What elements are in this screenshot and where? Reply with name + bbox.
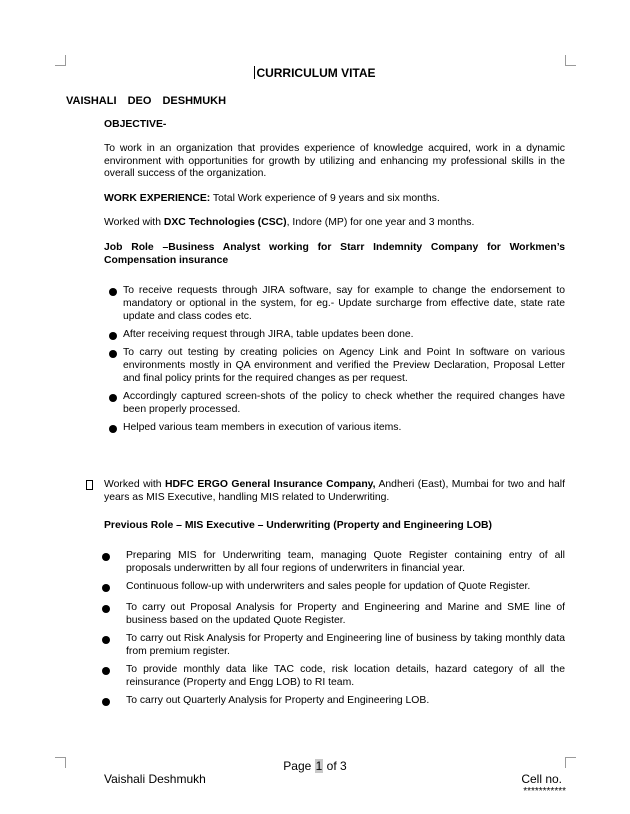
bullet-icon [109,350,117,358]
list-item-text: To carry out Proposal Analysis for Property and Engineering and Marine and SME line of business based on the updated Quote Register. [126,602,565,626]
bullet-icon [109,288,117,296]
work-experience-text: Total Work experience of 9 years and six months. [210,193,440,204]
job2-suffix: Andheri (East), Mumbai for two and half years as MIS Executive, handling MIS related to Underwriting. [104,479,565,503]
title-text: CURRICULUM VITAE [256,66,376,80]
bullet-icon [109,425,117,433]
footer-name: Vaishali Deshmukh [104,772,206,786]
list-item [123,390,565,416]
list-item [126,580,565,593]
document-title[interactable] [0,66,630,80]
footer-cell-value: *********** [523,786,566,797]
page-number [0,759,630,773]
list-item [123,421,565,434]
list-item-text: Helped various team members in execution of various items. [123,422,402,433]
work-experience-line [104,193,565,206]
bullet-icon [102,698,110,706]
bullet-icon [102,667,110,675]
job1-bullet-list [123,284,565,434]
job2-company: HDFC ERGO General Insurance Company, [165,479,376,490]
page-current-field[interactable]: 1 [315,759,323,773]
list-item-text: Continuous follow-up with underwriters and sales people for updation of Quote Register. [126,581,531,592]
list-item [126,601,565,627]
list-item-text: Preparing MIS for Underwriting team, managing Quote Register containing entry of all proposals underwritten by all four regions of underwriters in financial year. [126,550,565,574]
job1-summary [104,217,565,230]
job2-role: Previous Role – MIS Executive – Underwriting (Property and Engineering LOB) [104,520,492,531]
list-item [123,284,565,323]
square-bullet-icon [86,480,93,490]
objective-heading: OBJECTIVE- [104,119,167,130]
bullet-icon [102,553,110,561]
list-item-text: To provide monthly data like TAC code, risk location details, hazard category of all the reinsurance (Property and Engg LOB) to RI team. [126,664,565,688]
footer-cell-label: Cell no. [521,772,562,786]
list-item-text: To carry out Risk Analysis for Property and Engineering line of business by taking monthly data from premium register. [126,633,565,657]
job1-company: DXC Technologies (CSC) [163,217,287,228]
list-item [126,694,565,707]
bullet-icon [102,636,110,644]
bullet-icon [102,584,110,592]
job2-summary [104,479,565,504]
candidate-name: VAISHALI DEO DESHMUKH [66,95,227,107]
list-item [126,663,565,689]
list-item-text: After receiving request through JIRA, table updates been done. [123,329,414,340]
list-item-text: To carry out Quarterly Analysis for Property and Engineering LOB. [126,695,430,706]
list-item-text: To carry out testing by creating policies on Agency Link and Point In software on various environments mostly in QA environment and verified the Preview Declaration, Proposal Letter and final policy prints for the required changes as per request. [123,347,565,384]
list-item-text: Accordingly captured screen-shots of the policy to check whether the required changes have been properly processed. [123,391,565,415]
bullet-icon [102,605,110,613]
crop-mark-top-left [55,55,66,66]
page-prefix: Page [283,759,315,773]
list-item-text: To receive requests through JIRA software, say for example to change the endorsement to mandatory or optional in the system, for eg.- Update surcharge from effective date, state rate update and class codes etc. [123,285,565,322]
work-experience-label: WORK EXPERIENCE: [104,193,211,204]
job2-prefix: Worked with [104,479,166,490]
page-suffix: of 3 [323,759,347,773]
list-item [126,632,565,658]
bullet-icon [109,332,117,340]
job1-role: Job Role –Business Analyst working for Starr Indemnity Company for Workmen’s Compensation insurance [104,242,565,266]
bullet-icon [109,394,117,402]
job1-prefix: Worked with [104,217,164,228]
list-item [126,549,565,575]
list-item [123,328,565,341]
job1-suffix: , Indore (MP) for one year and 3 months. [286,217,475,228]
objective-text: To work in an organization that provides experience of knowledge acquired, work in a dynamic environment with opportunities for growth by utilizing and enhancing my professional skills in the overall success of the organization. [104,143,565,179]
list-item [123,346,565,385]
crop-mark-top-right [565,55,576,66]
job2-bullet-list [126,549,565,707]
